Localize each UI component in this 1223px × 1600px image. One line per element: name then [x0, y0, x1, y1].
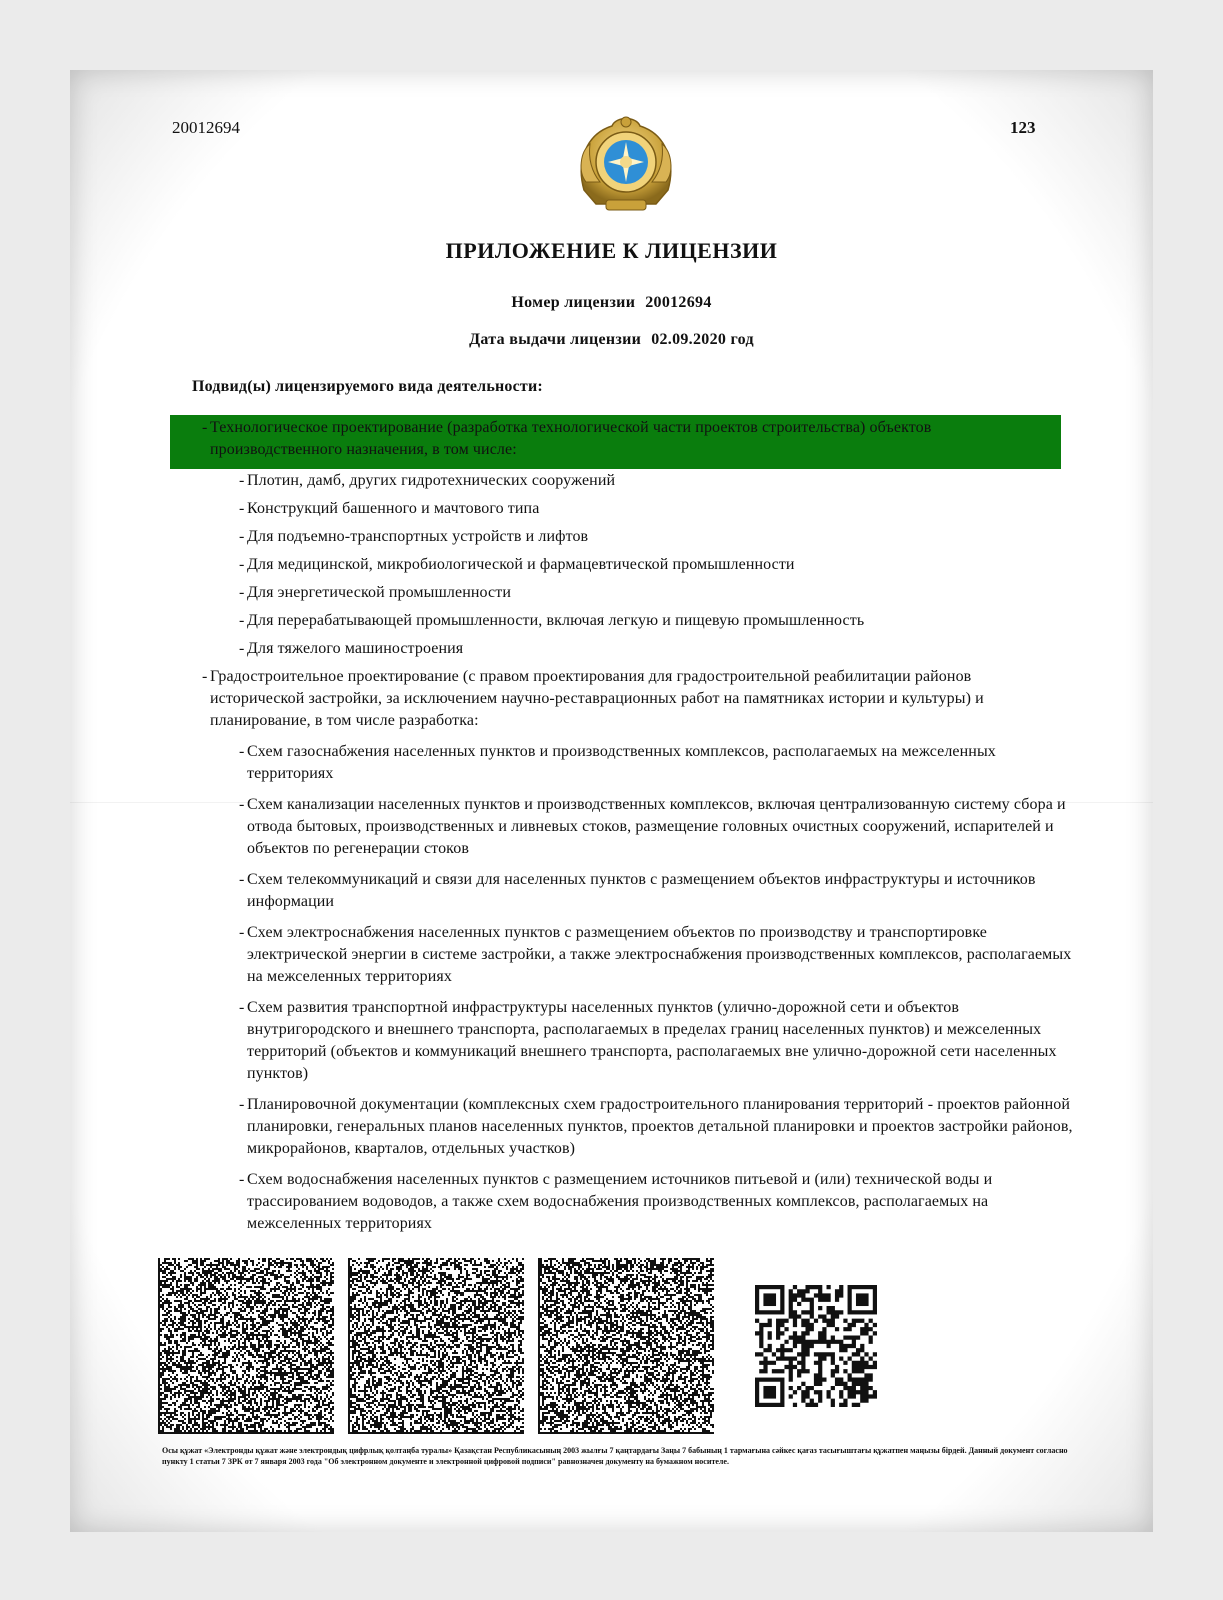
list-item-text: Для энергетической промышленности [247, 584, 511, 601]
list-item: - Для тяжелого машиностроения [239, 640, 464, 657]
list-item: - Схем газоснабжения населенных пунктов и производственных комплексов, располагаемых на межселенных территориях [239, 743, 996, 782]
page-number: 123 [1010, 118, 1036, 137]
list-item-text: Схем развития транспортной инфраструктуры населенных пунктов (улично-дорожной сети и объектов внутригородского и внешнего транспорта, располагаемых в пределах границ населенных пунктов) и межселенных территорий (объектов и коммуникаций внешнего транспорта, располагаемых вне улично-дорожной сети населенных пунктов) [247, 999, 1057, 1082]
list-item-text: Для перерабатывающей промышленности, включая легкую и пищевую промышленность [247, 612, 865, 629]
list-item-text: Схем канализации населенных пунктов и производственных комплексов, включая централизованную систему сбора и отвода бытовых, производственных и ливневых стоков, размещение головных очистных сооружений, испарителей и объектов по регенерации стоков [247, 796, 1066, 857]
list-item: - Схем развития транспортной инфраструктуры населенных пунктов (улично-дорожной сети и объектов внутригородского и внешнего транспорта, располагаемых в пределах границ населенных пунктов) и межселенных территорий (объектов и коммуникаций внешнего транспорта, располагаемых вне улично-дорожной сети населенных пунктов) [239, 999, 1057, 1082]
license-date-value: 02.09.2020 год [651, 331, 754, 348]
list-item: - Плотин, дамб, других гидротехнических сооружений [239, 472, 616, 489]
list-item-text: Планировочной документации (комплексных схем градостроительного планирования территорий - проектов районной планировки, генеральных планов населенных пунктов, проектов детальной планировки и проектов застройки районов, микрорайонов, кварталов, отдельных участков) [247, 1096, 1073, 1157]
section-item: - Градостроительное проектирование (с правом проектирования для градостроительной реабилитации районов исторической застройки, за исключением научно-реставрационных работ на памятниках истории и культуры) и планирование, в том числе разработка: [202, 668, 984, 729]
legal-footer [162, 1445, 1082, 1467]
subtypes-heading: Подвид(ы) лицензируемого вида деятельности: [192, 378, 543, 395]
section-text: Градостроительное проектирование (с правом проектирования для градостроительной реабилитации районов исторической застройки, за исключением научно-реставрационных работ на памятниках истории и культуры) и планирование, в том числе разработка: [210, 668, 984, 729]
list-item: - Схем канализации населенных пунктов и производственных комплексов, включая централизованную систему сбора и отвода бытовых, производственных и ливневых стоков, размещение головных очистных сооружений, испарителей и объектов по регенерации стоков [239, 796, 1066, 857]
state-emblem-icon [572, 112, 680, 222]
section-text: Технологическое проектирование (разработка технологической части проектов строительства) объектов производственного назначения, в том числе: [210, 419, 932, 458]
page-title: ПРИЛОЖЕНИЕ К ЛИЦЕНЗИИ [445, 238, 778, 263]
list-item-text: Схем телекоммуникаций и связи для населенных пунктов с размещением объектов инфраструктуры и источников информации [247, 871, 1036, 910]
list-item: - Планировочной документации (комплексных схем градостроительного планирования территорий - проектов районной планировки, генеральных планов населенных пунктов, проектов детальной планировки и проектов застройки районов, микрорайонов, кварталов, отдельных участков) [239, 1096, 1073, 1157]
list-item-text: Для подъемно-транспортных устройств и лифтов [247, 528, 589, 545]
list-item-text: Конструкций башенного и мачтового типа [247, 500, 540, 517]
list-item: - Для перерабатывающей промышленности, включая легкую и пищевую промышленность [239, 612, 865, 629]
list-item-text: Для тяжелого машиностроения [247, 640, 464, 657]
license-number-label: Номер лицензии [511, 294, 636, 311]
list-item: - Схем электроснабжения населенных пунктов с размещением объектов по производству и транспортировке электрической энергии в системе застройки, а также электроснабжения производственных комплексов, располагаемых на межселенных территориях [239, 924, 1072, 985]
datamatrix-code-icon [538, 1258, 714, 1434]
list-item: - Для подъемно-транспортных устройств и лифтов [239, 528, 589, 545]
license-number-row [0, 294, 1223, 312]
list-item: - Для медицинской, микробиологической и фармацевтической промышленности [239, 556, 795, 573]
section-item: - Технологическое проектирование (разработка технологической части проектов строительства) объектов производственного назначения, в том числе: [202, 419, 932, 458]
footer-ru: Данный документ согласно пункту 1 статьи 7 ЗРК от 7 января 2003 года "Об электронном документе и электронной цифровой подписи" равнозначен документу на бумажном носителе. [162, 1446, 1068, 1466]
list-item: - Схем телекоммуникаций и связи для населенных пунктов с размещением объектов инфраструктуры и источников информации [239, 871, 1036, 910]
list-item: - Схем водоснабжения населенных пунктов с размещением источников питьевой и (или) технической воды и трассированием водоводов, а также схем водоснабжения производственных комплексов, располагаемых на межселенных территориях [239, 1171, 993, 1232]
qr-code-icon [755, 1285, 877, 1407]
list-item-text: Схем электроснабжения населенных пунктов с размещением объектов по производству и транспортировке электрической энергии в системе застройки, а также электроснабжения производственных комплексов, располагаемых на межселенных территориях [247, 924, 1072, 985]
license-number-value: 20012694 [645, 294, 712, 311]
list-item-text: Схем водоснабжения населенных пунктов с размещением источников питьевой и (или) технической воды и трассированием водоводов, а также схем водоснабжения производственных комплексов, располагаемых на межселенных территориях [247, 1171, 993, 1232]
list-item: - Для энергетической промышленности [239, 584, 511, 601]
list-item: - Конструкций башенного и мачтового типа [239, 500, 540, 517]
license-date-row [0, 331, 1223, 349]
list-item-text: Схем газоснабжения населенных пунктов и производственных комплексов, располагаемых на межселенных территориях [247, 743, 996, 782]
datamatrix-code-icon [158, 1258, 334, 1434]
list-item-text: Плотин, дамб, других гидротехнических сооружений [247, 472, 616, 489]
datamatrix-code-icon [348, 1258, 524, 1434]
footer-kz: Осы құжат «Электронды құжат және электрондық цифрлық қолтаңба туралы» Қазақстан Республикасының 2003 жылғы 7 қаңтардағы Заңы 7 бабының 1 тармағына сәйкес қағаз тасығыштағы құжатпен маңызы бірдей. [162, 1446, 967, 1455]
list-item-text: Для медицинской, микробиологической и фармацевтической промышленности [247, 556, 795, 573]
doc-number: 20012694 [172, 118, 240, 137]
license-date-label: Дата выдачи лицензии [469, 331, 642, 348]
